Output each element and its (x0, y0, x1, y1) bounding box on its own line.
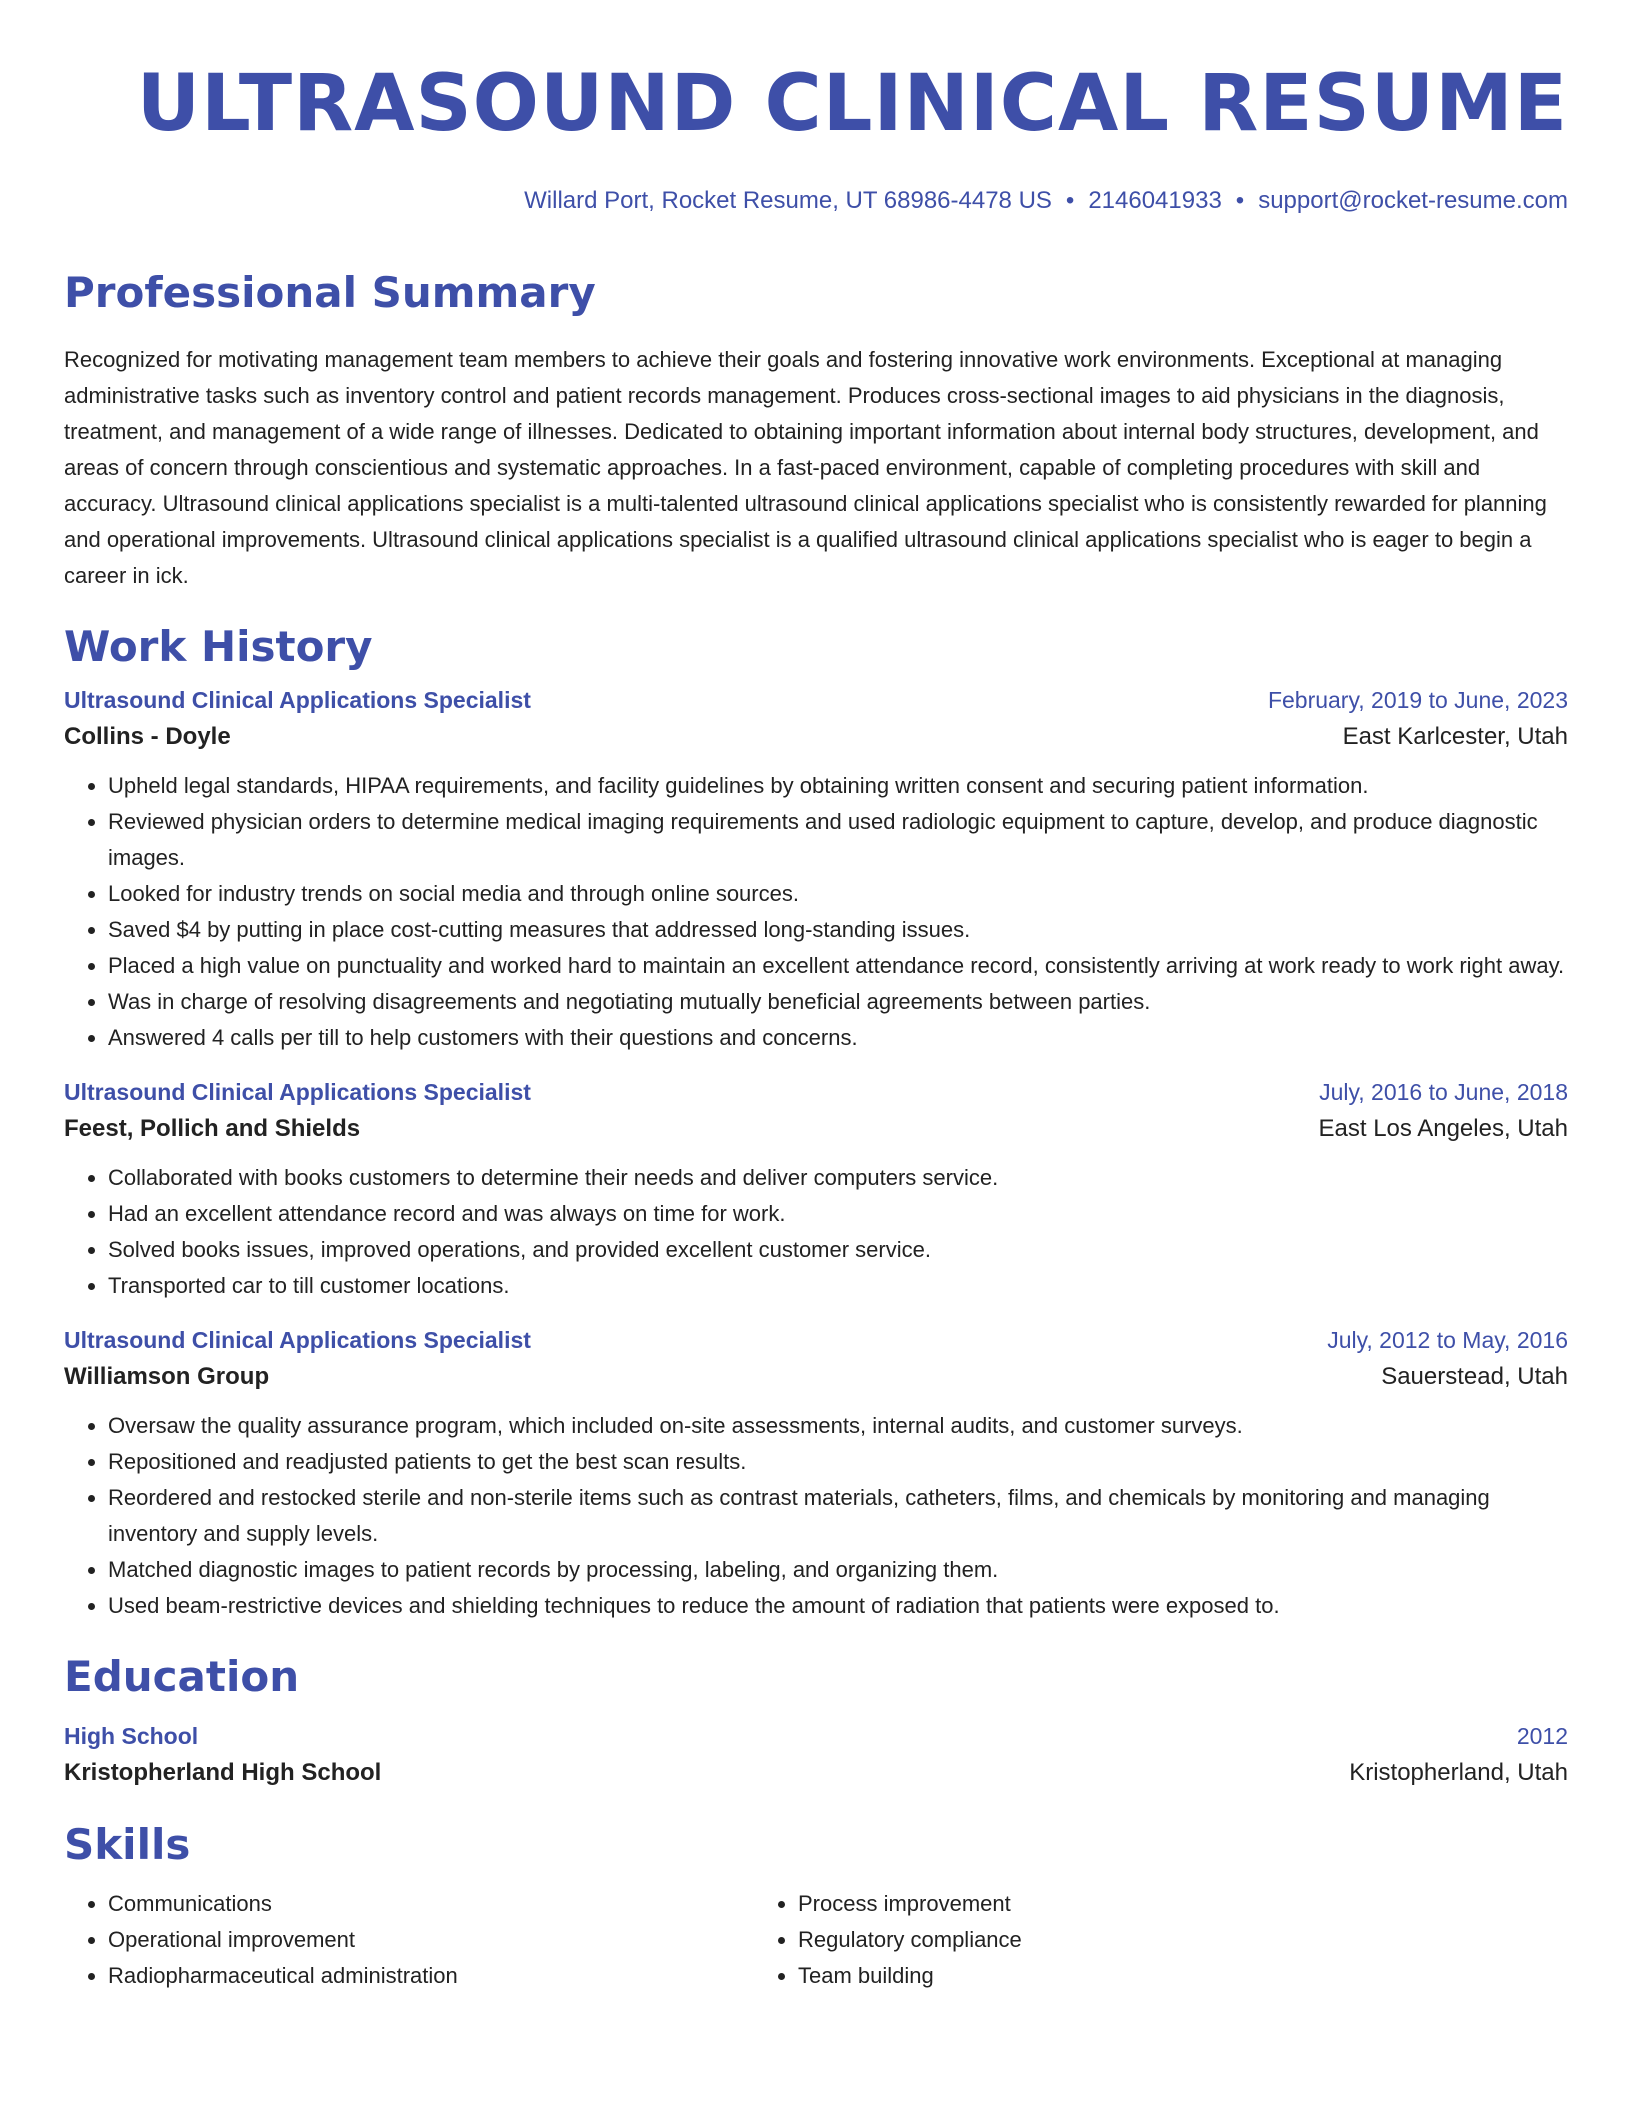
separator-dot: • (1065, 187, 1075, 214)
job-duty: • Had an excellent attendance record and was always on time for work. (108, 1196, 1568, 1232)
contact-email: support@rocket-resume.com (1258, 187, 1568, 214)
job-entry (64, 1322, 1568, 1624)
job-location: East Los Angeles, Utah (1318, 1115, 1568, 1142)
job-duty: • Saved $4 by putting in place cost-cutting measures that addressed long-standing issues. (108, 912, 1568, 948)
education-year: 2012 (1516, 1723, 1568, 1749)
resume-name: ULTRASOUND CLINICAL RESUME (136, 59, 1568, 149)
job-duties-list (64, 768, 1568, 1056)
job-duties-list (64, 1408, 1568, 1624)
summary-text: Recognized for motivating management team members to achieve their goals and fostering innovative work environments. Exceptional at managing administrative tasks such as inventory control and patient records management. Produces cross-sectional images to aid physicians in the diagnosis, treatment, and management of a wide range of illnesses. Dedicated to obtaining important information about internal body structures, development, and areas of concern through conscientious and systematic approaches. In a fast-paced environment, capable of completing procedures with skill and accuracy. Ultrasound clinical applications specialist is a multi-talented ultrasound clinical applications specialist who is consistently rewarded for planning and operational improvements. Ultrasound clinical applications specialist is a qualified ultrasound clinical applications specialist who is eager to begin a career in ick. (64, 347, 1547, 588)
skills-heading: Skills (64, 1820, 191, 1869)
job-location: East Karlcester, Utah (1342, 723, 1568, 750)
job-duty: • Oversaw the quality assurance program, which included on-site assessments, internal audits, and customer surveys. (108, 1408, 1568, 1444)
job-duty: • Looked for industry trends on social media and through online sources. (108, 876, 1568, 912)
education-degree: High School (64, 1723, 199, 1749)
skill-item: • Operational improvement (108, 1922, 754, 1958)
education-location: Kristopherland, Utah (1349, 1759, 1568, 1786)
job-duty: • Collaborated with books customers to determine their needs and deliver computers service. (108, 1160, 1568, 1196)
job-duty: • Upheld legal standards, HIPAA requirements, and facility guidelines by obtaining written consent and securing patient information. (108, 768, 1568, 804)
skills-list-left (64, 1886, 754, 1994)
contact-line (64, 186, 1568, 216)
work-history-heading: Work History (64, 622, 373, 671)
job-dates: July, 2012 to May, 2016 (1327, 1327, 1568, 1353)
education-school: Kristopherland High School (64, 1759, 382, 1786)
job-duty: • Transported car to till customer locations. (108, 1268, 1568, 1304)
education-heading: Education (64, 1652, 300, 1701)
job-entry (64, 1074, 1568, 1304)
skill-item: • Team building (798, 1958, 1444, 1994)
job-duty: • Solved books issues, improved operations, and provided excellent customer service. (108, 1232, 1568, 1268)
skill-item: • Radiopharmaceutical administration (108, 1958, 754, 1994)
job-duty: • Repositioned and readjusted patients to get the best scan results. (108, 1444, 1568, 1480)
job-duty: • Reviewed physician orders to determine medical imaging requirements and used radiologic equipment to capture, develop, and produce diagnostic images. (108, 804, 1568, 876)
summary-heading: Professional Summary (64, 268, 596, 317)
job-duty: • Placed a high value on punctuality and worked hard to maintain an excellent attendance record, consistently arriving at work ready to work right away. (108, 948, 1568, 984)
job-dates: February, 2019 to June, 2023 (1267, 687, 1568, 713)
contact-phone: 2146041933 (1088, 187, 1222, 214)
job-entry (64, 682, 1568, 1056)
job-company: Williamson Group (64, 1363, 270, 1390)
skill-item: • Communications (108, 1886, 754, 1922)
skills-columns (64, 1886, 1568, 1994)
job-title: Ultrasound Clinical Applications Specialist (64, 687, 531, 713)
education-entry (64, 1718, 1568, 1792)
contact-address: Willard Port, Rocket Resume, UT 68986-4478 US (524, 187, 1052, 214)
job-duty: • Used beam-restrictive devices and shielding techniques to reduce the amount of radiation that patients were exposed to. (108, 1588, 1568, 1624)
skills-list-right (754, 1886, 1444, 1994)
job-dates: July, 2016 to June, 2018 (1319, 1079, 1568, 1105)
job-title: Ultrasound Clinical Applications Specialist (64, 1079, 531, 1105)
skill-item: • Regulatory compliance (798, 1922, 1444, 1958)
job-duty: • Reordered and restocked sterile and non-sterile items such as contrast materials, catheters, films, and chemicals by monitoring and managing inventory and supply levels. (108, 1480, 1568, 1552)
job-company: Collins - Doyle (64, 723, 231, 750)
job-location: Sauerstead, Utah (1381, 1363, 1568, 1390)
job-duty: • Answered 4 calls per till to help customers with their questions and concerns. (108, 1020, 1568, 1056)
job-title: Ultrasound Clinical Applications Specialist (64, 1327, 531, 1353)
separator-dot: • (1235, 187, 1245, 214)
job-duties-list (64, 1160, 1568, 1304)
skill-item: • Process improvement (798, 1886, 1444, 1922)
job-company: Feest, Pollich and Shields (64, 1115, 361, 1142)
job-duty: • Was in charge of resolving disagreements and negotiating mutually beneficial agreements between parties. (108, 984, 1568, 1020)
job-duty: • Matched diagnostic images to patient records by processing, labeling, and organizing them. (108, 1552, 1568, 1588)
